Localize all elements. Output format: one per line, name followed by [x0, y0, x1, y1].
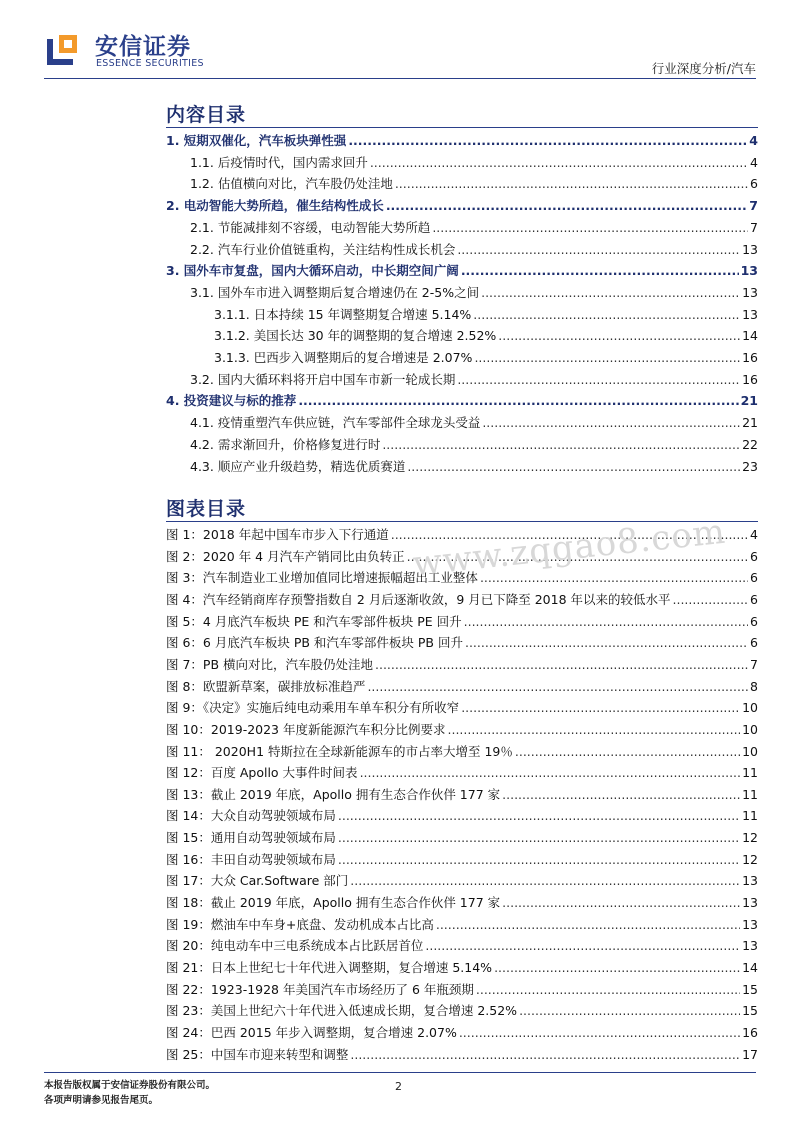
dot-leader [350, 1046, 740, 1064]
footer-divider [44, 1072, 756, 1073]
figure-item-label: 图 16：丰田自动驾驶领域布局 [166, 851, 336, 867]
figure-item-page: 10 [742, 743, 758, 759]
toc-item-page: 4 [750, 154, 758, 170]
toc-item[interactable] [190, 284, 758, 302]
figure-item-page: 11 [742, 765, 758, 781]
toc-item-label: 2. 电动智能大势所趋，催生结构性成长 [166, 198, 384, 214]
dot-leader [494, 959, 740, 977]
dot-leader [367, 678, 748, 696]
toc-item-page: 14 [742, 328, 758, 344]
figure-item-label: 图 24：巴西 2015 年步入调整期，复合增速 2.07% [166, 1024, 457, 1040]
toc-item-label: 3.1.3. 巴西步入调整期后的复合增速是 2.07% [214, 350, 473, 365]
dot-leader [348, 132, 747, 150]
figure-item-label: 图 21：日本上世纪七十年代进入调整期，复合增速 5.14% [166, 960, 493, 975]
figure-item-page: 13 [742, 916, 758, 932]
dot-leader [386, 197, 747, 215]
figure-item-label: 图 4：汽车经销商库存预警指数自 2 月后逐渐收敛，9 月已下降至 2018 年以来的较低水平 [166, 591, 671, 607]
figure-item-page: 6 [750, 548, 758, 564]
figure-item-page: 7 [750, 656, 758, 672]
header-divider [44, 78, 756, 79]
toc-item-label: 3. 国外车市复盘，国内大循环启动，中长期空间广阔 [166, 263, 459, 279]
toc-item[interactable] [214, 306, 758, 324]
figure-item[interactable] [166, 634, 758, 652]
page-number: 2 [395, 1080, 402, 1093]
toc-item[interactable] [190, 154, 758, 172]
figure-item[interactable] [166, 851, 758, 869]
dot-leader [338, 851, 740, 869]
toc-item-page: 21 [742, 415, 758, 431]
toc-item[interactable] [214, 327, 758, 345]
toc-item-label: 4. 投资建议与标的推荐 [166, 393, 297, 409]
figure-item[interactable] [166, 591, 758, 609]
figure-item-label: 图 5：4 月底汽车板块 PE 和汽车零部件板块 PE 回升 [166, 613, 462, 629]
figure-item[interactable] [166, 721, 758, 739]
dot-leader [464, 613, 748, 631]
figure-item-page: 13 [742, 873, 758, 889]
dot-leader [360, 764, 741, 782]
toc-item-page: 7 [749, 198, 758, 214]
toc-item-label: 3.1.1. 日本持续 15 年调整期复合增速 5.14% [214, 306, 472, 322]
figure-item-label: 图 14：大众自动驾驶领域布局 [166, 808, 336, 824]
figure-item-label: 图 1：2018 年起中国车市步入下行通道 [166, 527, 389, 542]
toc-item[interactable] [190, 436, 758, 454]
toc-item-label: 4.1. 疫情重塑汽车供应链，汽车零部件全球龙头受益 [190, 415, 481, 431]
toc-item[interactable] [190, 371, 758, 389]
figure-item-page: 13 [742, 938, 758, 954]
toc-item-label: 2.1. 节能减排刻不容缓，电动智能大势所趋 [190, 219, 431, 235]
essence-logo-icon [45, 33, 79, 67]
figure-item-label: 图 18：截止 2019 年底，Apollo 拥有生态合作伙伴 177 家 [166, 895, 501, 911]
figure-item[interactable] [166, 807, 758, 825]
figure-item-label: 图 23：美国上世纪六十年代进入低速成长期，复合增速 2.52% [166, 1003, 518, 1019]
figure-item-label: 图 7：PB 横向对比，汽车股仍处洼地 [166, 656, 374, 672]
dot-leader [338, 829, 740, 847]
dot-leader [461, 262, 739, 280]
figure-item-page: 4 [750, 527, 758, 542]
toc-title: 内容目录 [166, 104, 247, 126]
toc-item[interactable] [166, 132, 758, 150]
dot-leader [673, 591, 749, 609]
figure-item-page: 13 [742, 895, 758, 911]
figure-item-label: 图 25：中国车市迎来转型和调整 [166, 1046, 349, 1062]
figure-item[interactable] [166, 916, 758, 934]
figure-item-page: 14 [742, 960, 758, 975]
toc-item-page: 21 [740, 393, 758, 409]
dot-leader [519, 1002, 740, 1020]
figure-item-page: 6 [750, 613, 758, 629]
figure-item-page: 15 [742, 981, 758, 997]
toc-item-page: 13 [740, 263, 758, 279]
toc-item[interactable] [190, 241, 758, 259]
toc-item[interactable] [166, 197, 758, 215]
dot-leader [461, 699, 740, 717]
figure-item-page: 6 [750, 591, 758, 607]
dot-leader [298, 392, 738, 410]
figure-item-label: 图 11： 2020H1 特斯拉在全球新能源车的市占率大增至 19％ [166, 743, 513, 759]
figure-item-page: 16 [742, 1024, 758, 1040]
figure-item-label: 图 15：通用自动驾驶领域布局 [166, 830, 336, 846]
figure-item[interactable] [166, 872, 758, 890]
figure-item[interactable] [166, 656, 758, 674]
toc-title-divider [166, 127, 758, 128]
dot-leader [502, 786, 740, 804]
figure-item-page: 10 [742, 700, 758, 716]
figure-item-page: 11 [742, 808, 758, 824]
figure-item[interactable] [166, 743, 758, 761]
toc-item-label: 1.2. 估值横向对比，汽车股仍处洼地 [190, 176, 393, 192]
figure-item[interactable] [166, 1024, 758, 1042]
dot-leader [395, 175, 748, 193]
dot-leader [476, 981, 740, 999]
dot-leader [498, 327, 740, 345]
toc-item-label: 2.2. 汽车行业价值链重构，关注结构性成长机会 [190, 241, 456, 257]
dot-leader [338, 807, 740, 825]
figure-item[interactable] [166, 1046, 758, 1064]
dot-leader [481, 284, 740, 302]
dot-leader [370, 154, 748, 172]
figure-item[interactable] [166, 937, 758, 955]
toc-item-label: 1. 短期双催化，汽车板块弹性强 [166, 133, 347, 148]
figure-item-label: 图 6：6 月底汽车板块 PB 和汽车零部件板块 PB 回升 [166, 635, 463, 651]
dot-leader [448, 721, 741, 739]
figure-item-label: 图 8：欧盟新草案，碳排放标准趋严 [166, 678, 366, 694]
figure-item[interactable] [166, 786, 758, 804]
dot-leader [350, 872, 740, 890]
dot-leader [459, 1024, 740, 1042]
toc-item-page: 4 [749, 133, 758, 148]
toc-item[interactable] [190, 175, 758, 193]
footer-disclaimer: 各项声明请参见报告尾页。 [44, 1095, 159, 1106]
dot-leader [465, 634, 748, 652]
dot-leader [482, 414, 740, 432]
toc-item-page: 6 [750, 176, 758, 192]
toc-item[interactable] [190, 414, 758, 432]
figure-item-label: 图 17：大众 Car.Software 部门 [166, 873, 349, 889]
dot-leader [425, 937, 740, 955]
toc-item-page: 13 [742, 306, 758, 322]
figure-item-page: 12 [742, 851, 758, 867]
figure-item-page: 6 [750, 570, 758, 586]
figure-item-page: 11 [742, 786, 758, 802]
toc-item-page: 13 [742, 284, 758, 300]
dot-leader [473, 306, 740, 324]
figures-title: 图表目录 [166, 498, 247, 520]
figure-item-label: 图 20：纯电动车中三电系统成本占比跃居首位 [166, 938, 424, 954]
watermark: www.zqgao8.com [410, 511, 728, 585]
figure-item-label: 图 10：2019-2023 年度新能源汽车积分比例要求 [166, 721, 446, 737]
toc-item-label: 3.2. 国内大循环料将开启中国车市新一轮成长期 [190, 371, 456, 387]
figure-item-page: 6 [750, 635, 758, 651]
toc-item-page: 16 [742, 350, 758, 365]
dot-leader [457, 241, 740, 259]
figure-item-page: 10 [742, 721, 758, 737]
figure-item[interactable] [166, 613, 758, 631]
figure-item[interactable] [166, 764, 758, 782]
figure-item-label: 图 12：百度 Apollo 大事件时间表 [166, 765, 358, 781]
toc-item[interactable] [166, 392, 758, 410]
toc-item[interactable] [190, 458, 758, 476]
brand-name-cn: 安信证券 [95, 34, 191, 60]
toc-item-label: 1.1. 后疫情时代，国内需求回升 [190, 154, 368, 170]
dot-leader [474, 349, 740, 367]
toc-item-label: 3.1. 国外车市进入调整期后复合增速仍在 2-5%之间 [190, 284, 480, 300]
toc-item[interactable] [190, 219, 758, 237]
toc-item[interactable] [214, 349, 758, 367]
toc-item-page: 13 [742, 241, 758, 257]
dot-leader [375, 656, 748, 674]
dot-leader [457, 371, 740, 389]
figure-item[interactable] [166, 1002, 758, 1020]
toc-item-page: 7 [750, 219, 758, 235]
figure-item[interactable] [166, 981, 758, 999]
figure-item-label: 图 19：燃油车中车身+底盘、发动机成本占比高 [166, 916, 434, 932]
figure-item-label: 图 9：《决定》实施后纯电动乘用车单车积分有所收窄 [166, 700, 460, 716]
figure-item-label: 图 3：汽车制造业工业增加值同比增速振幅超出工业整体 [166, 570, 478, 586]
figure-item[interactable] [166, 894, 758, 912]
dot-leader [436, 916, 740, 934]
figure-item[interactable] [166, 678, 758, 696]
figure-item-label: 图 13：截止 2019 年底，Apollo 拥有生态合作伙伴 177 家 [166, 786, 501, 802]
figure-item[interactable] [166, 829, 758, 847]
figure-item-page: 15 [742, 1003, 758, 1019]
toc-item[interactable] [166, 262, 758, 280]
toc-item-page: 23 [742, 458, 758, 474]
footer-notes [44, 1078, 215, 1108]
toc-item-label: 4.2. 需求渐回升，价格修复进行时 [190, 436, 381, 452]
dot-leader [432, 219, 748, 237]
figure-item-page: 17 [742, 1046, 758, 1062]
page-header [0, 0, 800, 80]
toc-item-page: 22 [742, 436, 758, 452]
figure-item[interactable] [166, 699, 758, 717]
toc-item-label: 4.3. 顺应产业升级趋势，精选优质赛道 [190, 458, 406, 474]
figure-item-label: 图 2：2020 年 4 月汽车产销同比由负转正 [166, 548, 405, 564]
document-type: 行业深度分析/汽车 [651, 61, 756, 76]
figure-item-page: 12 [742, 830, 758, 846]
figure-item-label: 图 22：1923-1928 年美国汽车市场经历了 6 年瓶颈期 [166, 981, 474, 997]
footer-copyright: 本报告版权属于安信证券股份有限公司。 [44, 1080, 216, 1091]
dot-leader [515, 743, 740, 761]
brand-name-en: ESSENCE SECURITIES [96, 58, 204, 69]
toc-item-page: 16 [742, 371, 758, 387]
dot-leader [407, 458, 740, 476]
toc-item-label: 3.1.2. 美国长达 30 年的调整期的复合增速 2.52% [214, 328, 497, 344]
dot-leader [502, 894, 740, 912]
figure-item-page: 8 [750, 678, 758, 694]
dot-leader [382, 436, 740, 454]
figure-item[interactable] [166, 959, 758, 977]
